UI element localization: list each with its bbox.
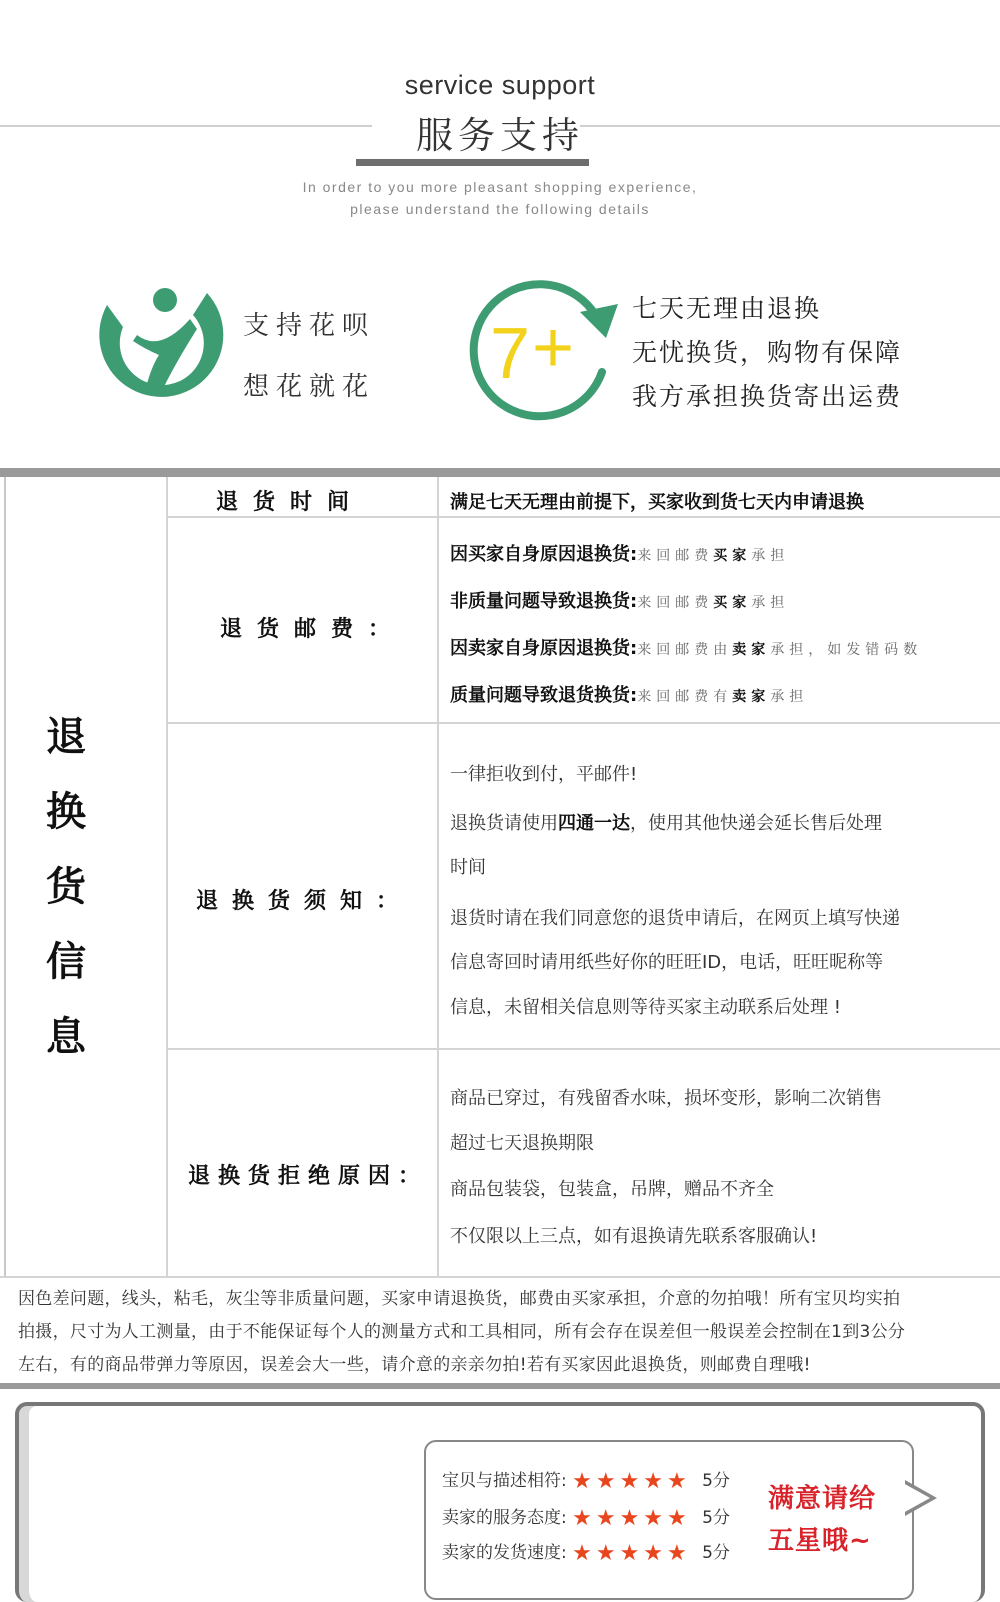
- disclaimer-line: 拍摄，尺寸为人工测量，由于不能保证每个人的测量方式和工具相同，所有会存在误差但一般误差会控制在1到3公分: [18, 1322, 906, 1342]
- fee-item: 非质量问题导致退换货:来回邮费买家承担: [450, 591, 790, 612]
- svg-text:7: 7: [490, 314, 531, 394]
- subtitle-line-1: In order to you more pleasant shopping experience,: [302, 179, 698, 195]
- side-title-char: 换: [46, 789, 86, 835]
- seven-day-return-icon: [460, 272, 630, 427]
- label-refuse-reasons: 退换货拒绝原因：: [188, 1164, 429, 1189]
- side-title-char: 货: [46, 864, 86, 910]
- refuse-line: 商品已穿过，有残留香水味，损坏变形，影响二次销售: [450, 1088, 882, 1109]
- notice-line: 信息，未留相关信息则等待买家主动联系后处理 !: [450, 997, 841, 1018]
- title-chinese: 服务支持: [416, 114, 584, 157]
- section-band-top: [0, 468, 1000, 477]
- table-row-divider: [166, 722, 1000, 724]
- value-return-time: 满足七天无理由前提下，买家收到货七天内申请退换: [450, 492, 864, 513]
- fee-item: 因卖家自身原因退换货:来回邮费由卖家承担，如发错码数: [450, 638, 923, 659]
- table-row-divider: [166, 516, 1000, 518]
- fee-item: 因买家自身原因退换货:来回邮费买家承担: [450, 544, 790, 565]
- refuse-line: 不仅限以上三点，如有退换请先联系客服确认!: [450, 1226, 818, 1247]
- table-row-divider: [0, 1276, 1000, 1278]
- rating-row-service: [442, 1503, 730, 1531]
- notice-line: 退货时请在我们同意您的退货申请后，在网页上填写快递: [450, 908, 900, 929]
- disclaimer-note: [18, 1283, 988, 1382]
- label-return-notice: 退换货须知：: [196, 889, 413, 914]
- huabei-line-1: 支持花呗: [243, 311, 376, 341]
- subtitle: [0, 176, 1000, 220]
- bubble-tail-inner: [903, 1483, 930, 1513]
- rating-score: 5分: [702, 1471, 730, 1491]
- notice-line: 时间: [450, 857, 486, 878]
- star-rating-icon: ★★★★★: [572, 1506, 691, 1531]
- huabei-line-2: 想花就花: [243, 372, 376, 402]
- rating-score: 5分: [702, 1508, 730, 1528]
- rating-row-shipping: [442, 1538, 730, 1566]
- side-title: [36, 700, 96, 1075]
- disclaimer-line: 因色差问题，线头，粘毛，灰尘等非质量问题，买家申请退换货，邮费由买家承担，介意的勿拍哦！所有宝贝均实拍: [18, 1289, 901, 1309]
- label-shipping-fee: 退货邮费：: [220, 617, 406, 642]
- refuse-line: 超过七天退换期限: [450, 1133, 594, 1154]
- table-row-divider: [166, 1048, 1000, 1050]
- rating-label: 卖家的发货速度:: [442, 1543, 567, 1563]
- rating-label: 卖家的服务态度:: [442, 1508, 567, 1528]
- rating-score: 5分: [702, 1543, 730, 1563]
- guarantee-line-1: 七天无理由退换: [632, 294, 822, 323]
- five-star-request-line-2: 五星哦~: [768, 1526, 872, 1556]
- guarantee-line-3: 我方承担换货寄出运费: [632, 382, 903, 411]
- fee-item: 质量问题导致退货换货:来回邮费有卖家承担: [450, 685, 809, 706]
- svg-text:+: +: [532, 308, 575, 388]
- section-band-bottom: [0, 1383, 1000, 1389]
- notice-line: 退换货请使用四通一达，使用其他快递会延长售后处理: [450, 813, 882, 834]
- table-col-divider-2: [437, 477, 439, 1277]
- notice-line: 一律拒收到付，平邮件!: [450, 764, 638, 785]
- huabei-logo-icon: [85, 275, 230, 425]
- disclaimer-line: 左右，有的商品带弹力等原因，误差会大一些，请介意的亲亲勿拍!若有买家因此退换货，则邮费自理哦!: [18, 1355, 811, 1375]
- side-title-char: 息: [46, 1014, 86, 1060]
- title-underline: [356, 159, 589, 166]
- refuse-line: 商品包装袋，包装盒，吊牌，赠品不齐全: [450, 1179, 774, 1200]
- guarantee-line-2: 无忧换货，购物有保障: [632, 338, 903, 367]
- label-return-time: 退货时间: [216, 490, 365, 515]
- star-rating-icon: ★★★★★: [572, 1541, 691, 1566]
- subtitle-line-2: please understand the following details: [350, 201, 650, 217]
- rating-label: 宝贝与描述相符:: [442, 1471, 567, 1491]
- rating-row-description: [442, 1466, 730, 1494]
- table-col-divider-1: [166, 477, 168, 1277]
- five-star-request-line-1: 满意请给: [768, 1484, 877, 1514]
- star-rating-icon: ★★★★★: [572, 1469, 691, 1494]
- side-title-char: 信: [46, 939, 86, 985]
- notice-line: 信息寄回时请用纸些好你的旺旺ID，电话，旺旺昵称等: [450, 952, 884, 973]
- side-title-char: 退: [46, 714, 86, 760]
- title-english: service support: [404, 70, 596, 100]
